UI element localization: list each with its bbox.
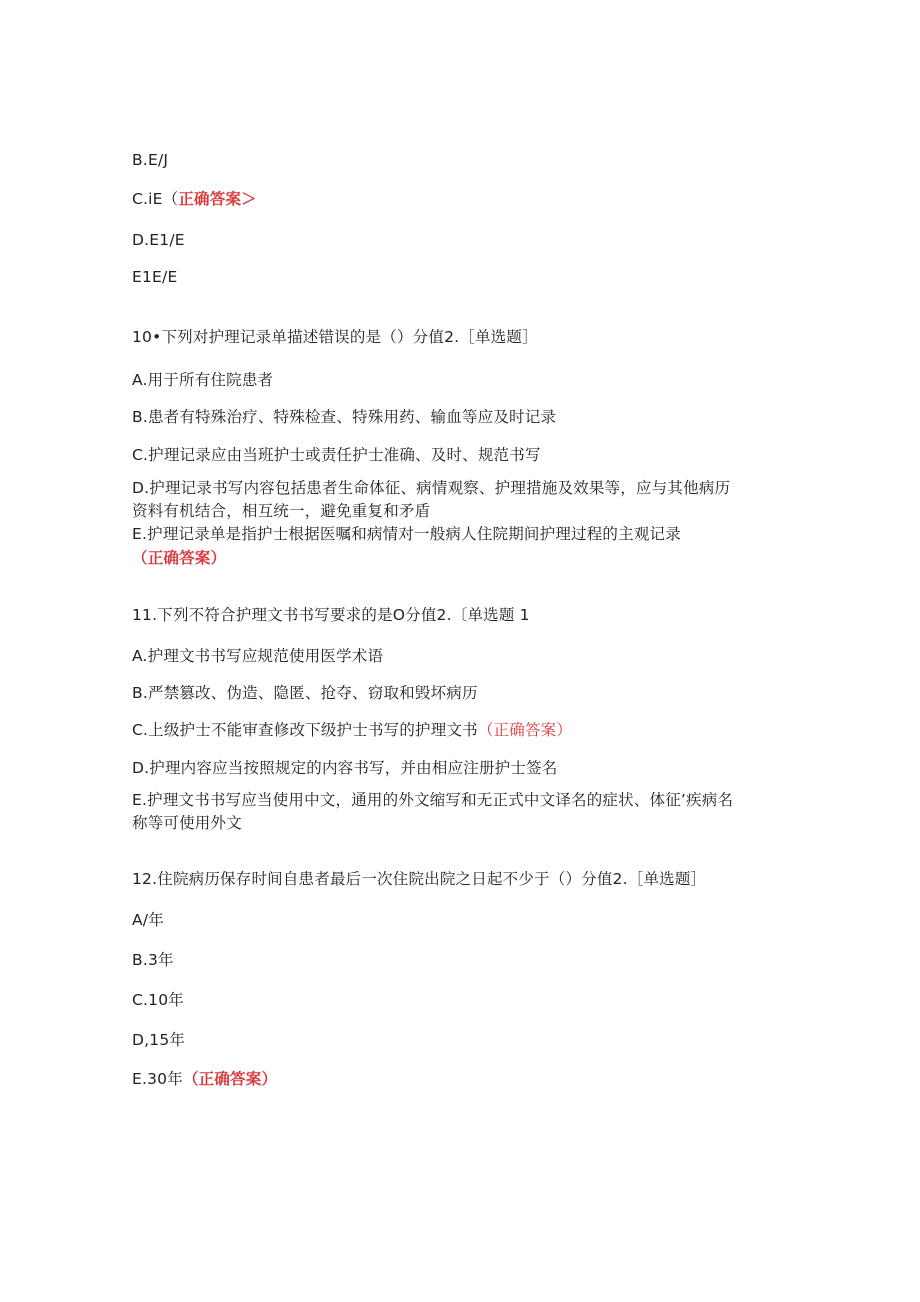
correct-answer-tag: （正确答案）: [477, 721, 573, 739]
correct-answer-tag: （正确答案）: [182, 1070, 278, 1088]
q10-option-a: A.用于所有住院患者: [132, 371, 274, 389]
q10-option-d-line1: D.护理记录书写内容包括患者生命体征、病情观察、护理措施及效果等，应与其他病历: [132, 479, 731, 497]
correct-answer-tag: （正确答案）: [132, 549, 227, 567]
option-c: [132, 188, 257, 210]
correct-answer-tag: 正确答案＞: [178, 190, 257, 208]
q11-option-b: B.严禁篡改、伪造、隐匿、抢夺、窃取和毁坏病历: [132, 684, 478, 702]
option-c-text: C.ⅰE（: [132, 190, 179, 208]
q11-option-c-text: C.上级护士不能审查修改下级护士书写的护理文书: [132, 721, 478, 739]
q12-option-e-text: E.30年: [132, 1070, 183, 1088]
q11-option-e-line2: 称等可使用外文: [132, 814, 242, 832]
q12-option-c: C.10年: [132, 991, 184, 1009]
q12-option-b: B.3年: [132, 951, 174, 969]
q11-option-e-line1: E.护理文书书写应当使用中文，通用的外文缩写和无正式中文译名的症状、体征’疾病名: [132, 791, 734, 809]
q11-option-c: [132, 719, 572, 741]
q11-option-d: D.护理内容应当按照规定的内容书写，并由相应注册护士签名: [132, 759, 558, 777]
question-10-stem: 10•下列对护理记录单描述错误的是（）分值2.［单选题］: [132, 328, 538, 346]
option-e: E1E/E: [132, 268, 178, 286]
q12-option-d: D,15年: [132, 1031, 186, 1049]
option-d: D.E1/E: [132, 231, 185, 249]
q10-option-c: C.护理记录应由当班护士或责任护士准确、及时、规范书写: [132, 446, 541, 464]
q10-option-b: B.患者有特殊治疗、特殊检查、特殊用药、输血等应及时记录: [132, 408, 557, 426]
question-11-stem: 11.下列不符合护理文书书写要求的是O分值2.〔单选题 1: [132, 606, 530, 624]
q11-option-a: A.护理文书书写应规范使用医学术语: [132, 647, 384, 665]
q10-option-d-line2: 资料有机结合，相互统一，避免重复和矛盾: [132, 502, 431, 520]
q12-option-a: A/年: [132, 911, 164, 929]
option-b: B.E/J: [132, 151, 169, 169]
q10-option-e: E.护理记录单是指护士根据医嘱和病情对一般病人住院期间护理过程的主观记录: [132, 525, 681, 543]
q12-option-e: [132, 1068, 277, 1090]
question-12-stem: 12.住院病历保存时间自患者最后一次住院出院之日起不少于（）分值2.［单选题］: [132, 870, 707, 888]
